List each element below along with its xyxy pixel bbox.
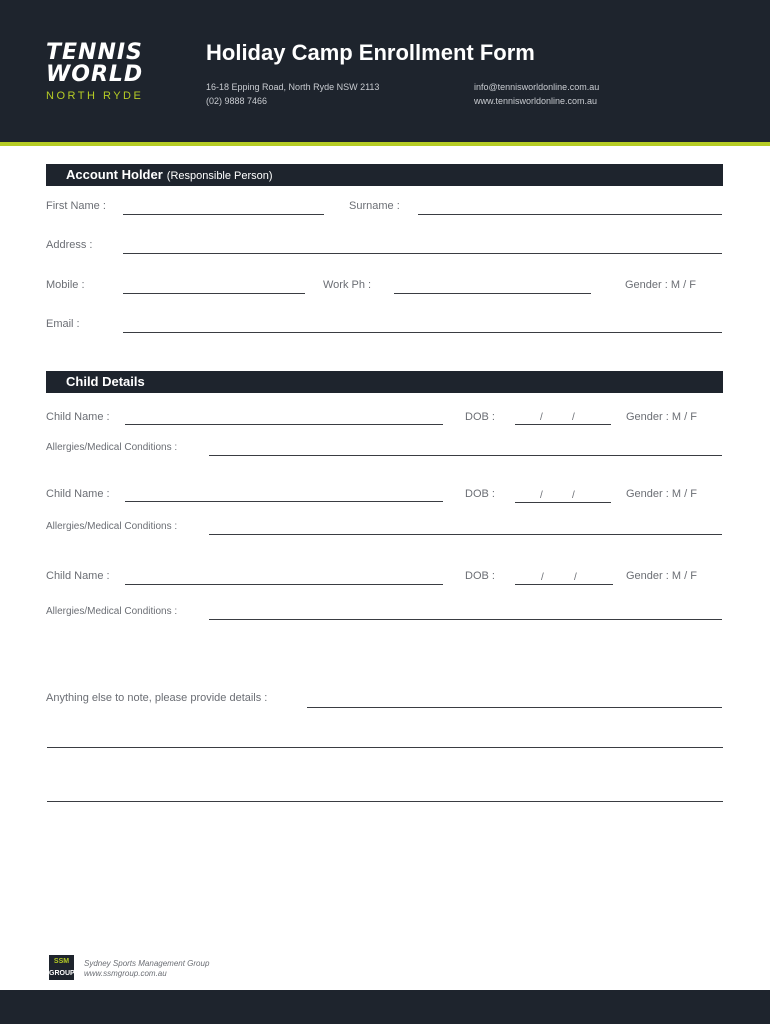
logo-line-tennis: TENNIS [46,40,143,65]
account-holder-title: Account Holder [66,167,163,182]
notes-label: Anything else to note, please provide details : [46,692,268,704]
child-3-name-field[interactable] [125,584,443,585]
logo-line-location: NORTH RYDE [46,90,144,102]
tennis-world-logo [46,42,156,102]
child-2-dob-field[interactable] [515,502,611,503]
work-phone-field[interactable] [394,293,591,294]
notes-field-line-1[interactable] [307,707,722,708]
child-3-dob-label: DOB : [465,570,495,582]
mobile-field[interactable] [123,293,305,294]
first-name-field[interactable] [123,214,324,215]
child-1-dob-separator: / [572,412,575,423]
child-details-section-header [46,371,723,393]
child-3-dob-field[interactable] [515,584,613,585]
address-label: Address : [46,239,93,251]
ssm-logo-bottom-text: GROUP [49,970,75,977]
child-2-allergies-field[interactable] [209,534,722,535]
footer-website[interactable]: www.ssmgroup.com.au [84,969,167,978]
header-email[interactable]: info@tennisworldonline.com.au [474,82,600,92]
account-holder-subtitle: (Responsible Person) [166,170,273,182]
notes-field-line-2[interactable] [47,747,723,748]
surname-field[interactable] [418,214,722,215]
mobile-label: Mobile : [46,279,85,291]
child-1-dob-label: DOB : [465,411,495,423]
child-1-gender-option[interactable]: Gender : M / F [626,411,697,423]
child-details-heading: Child Details [66,374,145,389]
child-1-dob-field[interactable] [515,424,611,425]
child-3-dob-separator: / [541,572,544,583]
form-title: Holiday Camp Enrollment Form [206,40,535,65]
header-accent-stripe [0,142,770,146]
header-phone: (02) 9888 7466 [206,96,268,106]
header-address: 16-18 Epping Road, North Ryde NSW 2113 [206,82,380,92]
child-1-allergies-field[interactable] [209,455,722,456]
work-phone-label: Work Ph : [323,279,372,291]
account-holder-section-header [46,164,723,186]
logo-line-world: WORLD [46,62,144,87]
child-1-name-field[interactable] [125,424,443,425]
child-3-dob-separator: / [574,572,577,583]
ssm-group-logo [49,955,74,980]
child-3-name-label: Child Name : [46,570,110,582]
child-1-dob-separator: / [540,412,543,423]
child-2-dob-separator: / [572,490,575,501]
account-gender-option[interactable]: Gender : M / F [625,279,696,291]
child-2-name-field[interactable] [125,501,443,502]
child-1-allergies-label: Allergies/Medical Conditions : [46,442,178,453]
child-3-allergies-field[interactable] [209,619,722,620]
email-label: Email : [46,318,80,330]
first-name-label: First Name : [46,200,106,212]
child-1-name-label: Child Name : [46,411,110,423]
account-holder-heading [66,167,273,182]
surname-label: Surname : [349,200,400,212]
address-field[interactable] [123,253,722,254]
child-3-gender-option[interactable]: Gender : M / F [626,570,697,582]
child-3-allergies-label: Allergies/Medical Conditions : [46,606,178,617]
notes-field-line-3[interactable] [47,801,723,802]
header-website[interactable]: www.tennisworldonline.com.au [474,96,598,106]
ssm-logo-top-text: SSM [53,958,70,965]
email-field[interactable] [123,332,722,333]
child-2-gender-option[interactable]: Gender : M / F [626,488,697,500]
child-2-dob-label: DOB : [465,488,495,500]
footer-bar [0,990,770,1024]
child-2-allergies-label: Allergies/Medical Conditions : [46,521,178,532]
child-2-dob-separator: / [540,490,543,501]
footer-company-name: Sydney Sports Management Group [84,959,210,968]
child-2-name-label: Child Name : [46,488,110,500]
